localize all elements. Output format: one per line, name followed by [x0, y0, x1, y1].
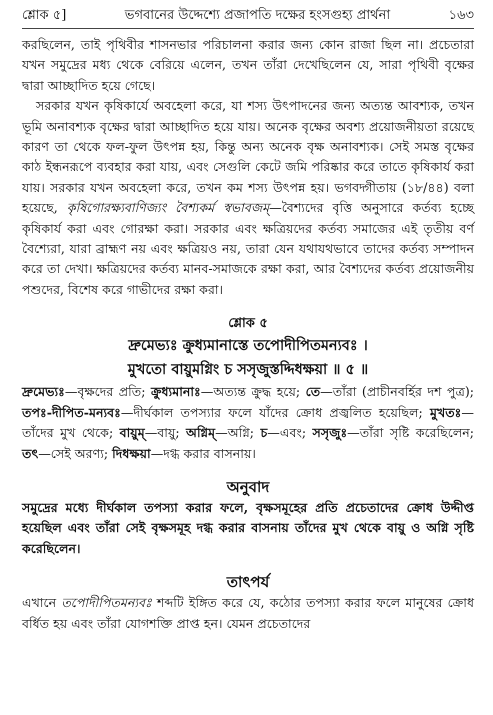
synonym-term: চ: [260, 425, 268, 441]
header-verse-ref: শ্লোক ৫]: [22, 8, 67, 23]
synonym-meaning: —বৃক্ষদের প্রতি;: [64, 384, 151, 400]
synonym-meaning: —অগ্নি;: [215, 425, 261, 441]
synonym-meaning: —তাঁরা (প্রাচীনবর্হির দশ পুত্র);: [320, 384, 474, 400]
synonym-meaning: —বায়ু;: [144, 425, 187, 441]
chapter-title: ভগবানের উদ্দেশ্যে প্রজাপতি দক্ষের হংসগুহ্য প্রার্থনা: [124, 8, 391, 23]
synonym-meaning: —তাঁদের মুখ থেকে;: [22, 404, 474, 441]
verse-line-1: দ্রুমেভ্যঃ ক্রুধ্যমানাস্তে তপোদীপিতমন্যবঃ ।: [128, 337, 368, 355]
running-header: [22, 6, 474, 29]
synonym-term: বায়ুম্: [119, 425, 145, 441]
translation-text: সমুদ্রের মধ্যে দীর্ঘকাল তপস্যা করার ফলে, বৃক্ষসমূহের প্রতি প্রচেতাদের ক্রোধ উদ্দীপ্ত হয়েছিল এবং তাঁরা সেই বৃক্ষসমূহ দগ্ধ করার বাসনায় তাঁদের মুখ থেকে বায়ু ও অগ্নি সৃষ্টি করেছিলেন।: [22, 499, 474, 556]
synonym-term: মুখতঃ: [429, 404, 462, 420]
purport-heading: তাৎপর্য: [226, 573, 270, 592]
synonym-meaning: —সেই অরণ্য;: [38, 445, 113, 461]
paragraph-text-continued: —বৈশ্যদের বৃত্তি অনুসারে কর্তব্য হচ্ছে কৃষিকার্য করা এবং গোরক্ষা করা। সরকার এবং ক্ষত্রিয়দের কর্তব্য সমাজের এই তৃতীয় বর্ণ বৈশ্যেরা, যারা ব্রাহ্মণ নয় এবং ক্ষত্রিয়ও নয়, তারা যেন যথাযথভাবে তাদের কর্তব্য সম্পাদন করে তা দেখা। ক্ষত্রিয়দের কর্তব্য মানব-সমাজকে রক্ষা করা, আর বৈশ্যদের কর্তব্য প্রয়োজনীয় পশুদের, বিশেষ করে গাভীদের রক্ষা করা।: [22, 200, 474, 297]
synonym-term: দিধক্ষয়া: [112, 445, 151, 461]
intro-paragraph: করছিলেন, তাই পৃথিবীর শাসনভার পরিচালনা করার জন্য কোন রাজা ছিল না। প্রচেতারা যখন সমুদ্রের মধ্য থেকে বেরিয়ে এলেন, তখন তাঁরা দেখেছিলেন যে, সারা পৃথিবী বৃক্ষের দ্বারা আচ্ছাদিত হয়ে গেছে।: [22, 37, 474, 93]
synonym-term: দ্রুমেভ্যঃ: [22, 384, 65, 400]
book-page: [22, 6, 474, 634]
synonym-term: তপঃ-দীপিত-মন্যবঃ: [22, 404, 121, 420]
synonym-term: তে: [305, 384, 321, 400]
translation-heading: অনুবাদ: [226, 477, 270, 496]
synonym-term: অগ্নিম্: [186, 425, 216, 441]
verse-line-2: মুখতো বায়ুমগ্নিং চ সসৃজুস্তদ্দিধক্ষয়া ॥ ৫ ॥: [127, 361, 369, 379]
synonyms-paragraph: [22, 382, 474, 464]
synonym-term: সসৃজুঃ: [312, 425, 348, 441]
synonym-term: ক্রুধ্যমানাঃ: [150, 384, 201, 400]
synonym-meaning: —অত্যন্ত ক্রুদ্ধ হয়ে;: [200, 384, 306, 400]
synonym-meaning: —দগ্ধ করার বাসনায়।: [150, 445, 256, 461]
synonyms: [22, 382, 474, 464]
synonym-meaning: —তাঁরা সৃষ্টি করেছিলেন;: [347, 425, 475, 441]
page-number: ১৬৩: [448, 8, 474, 23]
synonym-meaning: —এবং;: [267, 425, 313, 441]
verse-heading: শ্লোক ৫: [228, 316, 268, 332]
gita-quote: কৃষিগোরক্ষ্যবাণিজ্যং বৈশ্যকর্ম স্বভাবজম্: [66, 200, 270, 216]
purport-keyword: তপোদীপিতমন্যবঃ: [61, 595, 152, 611]
purport-lead: এখানে: [22, 595, 62, 611]
synonym-meaning: —দীর্ঘকাল তপস্যার ফলে যাঁদের ক্রোধ প্রজ্বলিত হয়েছিল;: [120, 404, 430, 420]
paragraph-text: সরকার যখন কৃষিকার্যে অবহেলা করে, যা শস্য উৎপাদনের জন্য অত্যন্ত আবশ্যক, তখন ভূমি অনাবশ্যক বৃক্ষের দ্বারা আচ্ছাদিত হয়ে যায়। অনেক বৃক্ষের অবশ্য প্রয়োজনীয়তা রয়েছে কারণ তা থেকে ফল-ফুল উৎপন্ন হয়, কিন্তু অন্য অনেক বৃক্ষ অনাবশ্যক। সেই সমস্ত বৃক্ষের কাঠ ইন্ধনরূপে ব্যবহার করা যায়, এবং সেগুলি কেটে জমি পরিষ্কার করে তাতে কৃষিকার্য করা যায়। সরকার যখন অবহেলা করে, তখন কম শস্য উৎপন্ন হয়।: [22, 98, 474, 195]
purport-body: শব্দটি ইঙ্গিত করে যে, কঠোর তপস্যা করার ফলে মানুষের ক্রোধ বর্ধিত হয় এবং তাঁরা যোগশক্তি প্রাপ্ত হন। যেমন প্রচেতাদের: [22, 595, 475, 631]
purport-paragraph: [22, 96, 474, 300]
gita-citation: ভগবদ্গীতায় (১৮/৪৪) বলা হয়েছে,: [22, 179, 474, 216]
purport-text: [22, 593, 474, 634]
synonym-term: তৎ: [22, 445, 39, 461]
